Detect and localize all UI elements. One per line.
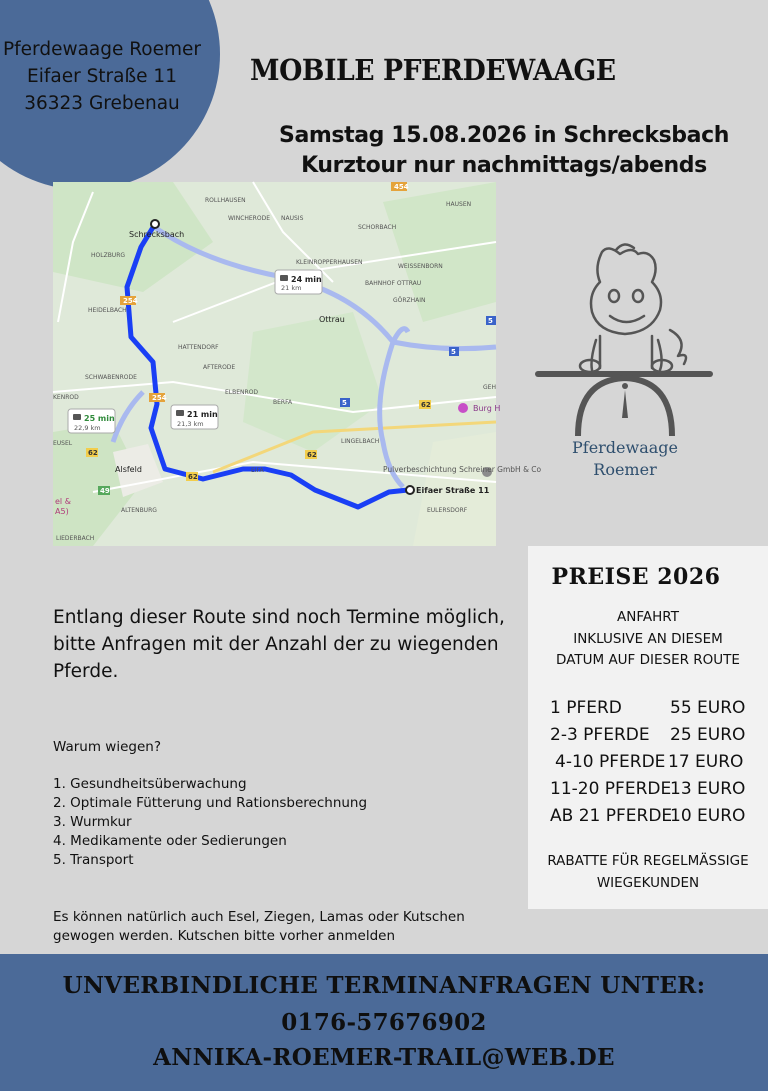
road-label: 49 [100,487,110,495]
route-time: 24 min [291,275,322,284]
map-label-edge: EUSEL [53,440,73,447]
map-poi-label: Pulverbeschichtung Schreiner GmbH & Co [383,465,542,474]
route-distance: 21 km [281,284,302,292]
discount-line: RABATTE FÜR REGELMÄSSIGE [547,853,749,869]
event-subtitle [240,121,768,181]
price-qty: AB 21 PFERDE [550,806,673,826]
price-row [550,779,760,799]
route-time: 21 min [187,410,218,419]
map-label-place: SCHORBACH [358,224,397,231]
map-label-place: WEISSENBORN [398,263,443,270]
road-label: 62 [421,401,431,409]
map-label-burg: Burg H [473,404,501,413]
map-label-place: ROLLHAUSEN [205,197,246,204]
map-label-place: HATTENDORF [178,344,219,351]
discount-line: WIEGEKUNDEN [596,875,700,891]
road-label: 254 [123,297,138,305]
prices-sub-line: ANFAHRT [617,609,679,625]
footer-heading: UNVERBINDLICHE TERMINANFRAGEN UNTER: [62,972,706,999]
map-label-place: ELBENROD [225,389,259,396]
map-label-town: Alsfeld [115,465,142,474]
address-street: Eifaer Straße 11 [27,66,177,87]
price-row [550,698,760,718]
address-name: Pferdewaage Roemer [3,39,201,60]
price-value: 17 EURO [668,752,744,772]
route-distance: 22,9 km [74,424,101,432]
price-row [550,806,760,826]
event-note: Kurztour nur nachmittags/abends [301,153,707,178]
price-value: 25 EURO [670,725,746,745]
car-icon [176,410,184,416]
price-box [528,546,768,909]
logo-text [540,437,710,481]
prices-sub-line: INKLUSIVE AN DIESEM [573,630,723,647]
road-label: 454 [394,183,409,191]
price-qty: 2-3 PFERDE [550,725,650,745]
route-map [53,182,542,546]
list-item: 2. Optimale Fütterung und Rationsberechnung [53,795,368,811]
list-item: 5. Transport [53,852,134,868]
map-label-place: ALTENBURG [121,507,157,514]
map-label-edge: A5) [55,507,69,516]
contact-footer [0,954,768,1091]
also-note: Es können natürlich auch Esel, Ziegen, Lamas oder Kutschen gewogen werden. Kutschen bitte vorher anmelden [53,909,465,944]
map-label-place: NAUSIS [281,215,304,222]
address-city: 36323 Grebenau [24,93,180,114]
map-label-place: EULERSDORF [427,507,468,514]
map-label-place: LIEDERBACH [56,535,95,542]
logo-line-2: Roemer [593,460,657,479]
route-info-text: Entlang dieser Route sind noch Termine möglich, bitte Anfragen mit der Anzahl der zu wiegenden Pferde. [53,607,505,682]
map-label-place: LINGELBACH [341,438,380,445]
map-label-place: WINCHERODE [228,215,270,222]
prices-subtitle [528,607,768,672]
road-label: 5 [451,348,456,356]
list-item: 1. Gesundheitsüberwachung [53,776,247,792]
route-badge-1[interactable] [275,270,322,294]
price-row [550,725,760,745]
price-value: 55 EURO [670,698,746,718]
footer-email[interactable]: ANNIKA-ROEMER-TRAIL@WEB.DE [153,1044,615,1071]
road-label: 62 [88,449,98,457]
price-value: 13 EURO [670,779,746,799]
map-label-edge: KENROD [53,394,79,401]
map-label-place: SCHWABENRODE [85,374,137,381]
road-label: 254 [152,394,167,402]
why-list [53,775,493,870]
car-icon [73,414,81,420]
map-label-edge: el & [55,497,71,506]
price-qty: 11-20 PFERDE [550,779,672,799]
prices-title: PREISE 2026 [551,564,721,590]
map-label-place: AFTERODE [203,364,236,371]
map-label-place: BERFA [273,399,293,406]
price-qty: 4-10 PFERDE [555,752,666,772]
map-label-place: BAHNHOF OTTRAU [365,280,422,287]
event-date: Samstag 15.08.2026 in Schrecksbach [279,123,729,148]
map-label-place: HEIDELBACH [88,307,127,314]
road-label: 5 [488,317,493,325]
price-value: 10 EURO [670,806,746,826]
map-label-place: EIFA [251,467,264,474]
prices-sub-line: DATUM AUF DIESER ROUTE [556,652,740,668]
discount-note [528,850,768,894]
route-time: 25 min [84,414,115,423]
price-row [555,752,765,772]
road-label: 62 [307,451,317,459]
map-label-place: HOLZBURG [91,252,126,259]
logo-line-1: Pferdewaage [572,438,678,457]
map-label-town: Ottrau [319,315,345,324]
road-label: 5 [342,399,347,407]
footer-phone[interactable]: 0176-57676902 [281,1009,487,1036]
why-heading: Warum wiegen? [53,739,161,755]
list-item: 4. Medikamente oder Sedierungen [53,833,287,849]
car-icon [280,275,288,281]
map-label-town: Schrecksbach [129,230,185,239]
map-label-place: KLEINROPPERHAUSEN [296,259,363,266]
road-label: 62 [188,473,198,481]
route-distance: 21,3 km [177,420,204,428]
page-title: MOBILE PFERDEWAAGE [250,53,616,87]
map-label-place: GÖRZHAIN [393,297,426,304]
map-label-place: GEH [483,384,496,391]
address-block [0,36,204,117]
list-item: 3. Wurmkur [53,814,132,830]
route-badge-3[interactable] [68,409,115,433]
route-badge-2[interactable] [171,405,218,429]
price-qty: 1 PFERD [550,698,622,718]
map-destination-label: Eifaer Straße 11 [416,486,490,495]
map-label-place: HAUSEN [446,201,472,208]
